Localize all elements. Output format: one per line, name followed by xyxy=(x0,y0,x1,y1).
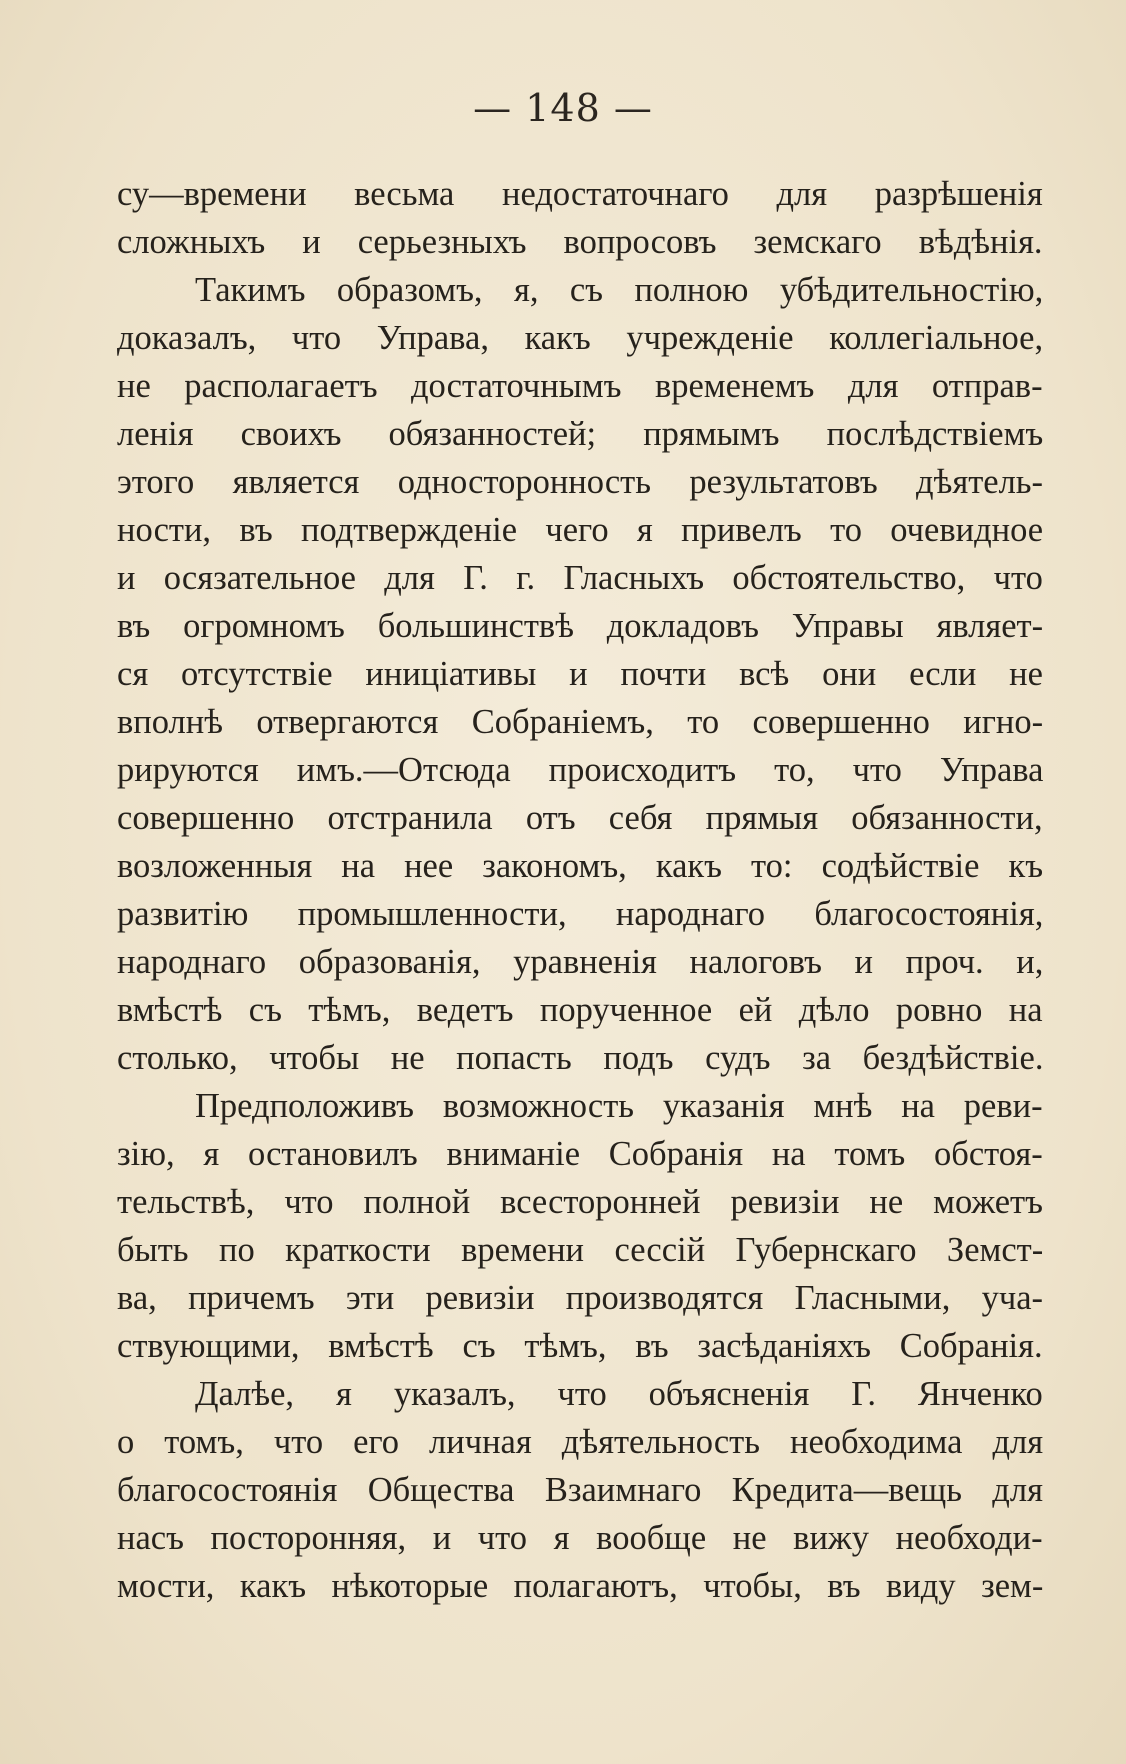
text-line: ствующими, вмѣстѣ съ тѣмъ, въ засѣданіяхъ Собранія. xyxy=(117,1327,1043,1365)
text-line: не располагаетъ достаточнымъ временемъ для отправ- xyxy=(117,367,1043,405)
text-line: зію, я остановилъ вниманіе Собранія на томъ обстоя- xyxy=(117,1135,1043,1173)
text-line: возложенныя на нее закономъ, какъ то: содѣйствіе къ xyxy=(117,847,1044,885)
text-line: быть по краткости времени сессій Губернскаго Земст- xyxy=(117,1231,1044,1269)
text-line: столько, чтобы не попасть подъ судъ за бездѣйствіе. xyxy=(117,1039,1044,1077)
text-line: насъ посторонняя, и что я вообще не вижу необходи- xyxy=(117,1519,1043,1557)
text-line: развитію промышленности, народнаго благосостоянія, xyxy=(117,895,1044,933)
text-line: мости, какъ нѣкоторые полагаютъ, чтобы, въ виду зем- xyxy=(117,1567,1044,1605)
text-line: ся отсутствіе иниціативы и почти всѣ они если не xyxy=(117,655,1043,693)
paragraph-first-line: Такимъ образомъ, я, съ полною убѣдительностію, xyxy=(195,271,1044,309)
paragraph-first-line: Предположивъ возможность указанія мнѣ на реви- xyxy=(195,1087,1043,1125)
text-line: вмѣстѣ съ тѣмъ, ведетъ порученное ей дѣло ровно на xyxy=(117,991,1043,1029)
text-line: доказалъ, что Управа, какъ учрежденіе коллегіальное, xyxy=(117,319,1044,357)
body-text xyxy=(117,170,1043,1610)
text-line: вполнѣ отвергаются Собраніемъ, то совершенно игно- xyxy=(117,703,1044,741)
text-line: народнаго образованія, уравненія налоговъ и проч. и, xyxy=(117,943,1044,981)
text-line: сложныхъ и серьезныхъ вопросовъ земскаго вѣдѣнія. xyxy=(117,223,1043,261)
text-line: ности, въ подтвержденіе чего я привелъ то очевидное xyxy=(117,511,1044,549)
text-line: благосостоянія Общества Взаимнаго Кредита—вещь для xyxy=(117,1471,1043,1509)
text-line: ва, причемъ эти ревизіи производятся Гласными, уча- xyxy=(117,1279,1044,1317)
text-line: тельствѣ, что полной всесторонней ревизіи не можетъ xyxy=(117,1183,1043,1221)
page-number: — 148 — xyxy=(473,86,653,130)
text-line: о томъ, что его личная дѣятельность необходима для xyxy=(117,1423,1044,1461)
text-line: ленія своихъ обязанностей; прямымъ послѣдствіемъ xyxy=(117,415,1044,453)
text-line: и осязательное для Г. г. Гласныхъ обстоятельство, что xyxy=(117,559,1043,597)
text-line: этого является односторонность результатовъ дѣятель- xyxy=(117,463,1044,501)
paragraph-first-line: Далѣе, я указалъ, что объясненія Г. Янченко xyxy=(195,1375,1043,1413)
text-line: рируются имъ.—Отсюда происходитъ то, что Управа xyxy=(117,751,1044,789)
text-line: совершенно отстранила отъ себя прямыя обязанности, xyxy=(117,799,1043,837)
text-line: су—времени весьма недостаточнаго для разрѣшенія xyxy=(117,175,1043,213)
text-line: въ огромномъ большинствѣ докладовъ Управы являет- xyxy=(117,607,1044,645)
